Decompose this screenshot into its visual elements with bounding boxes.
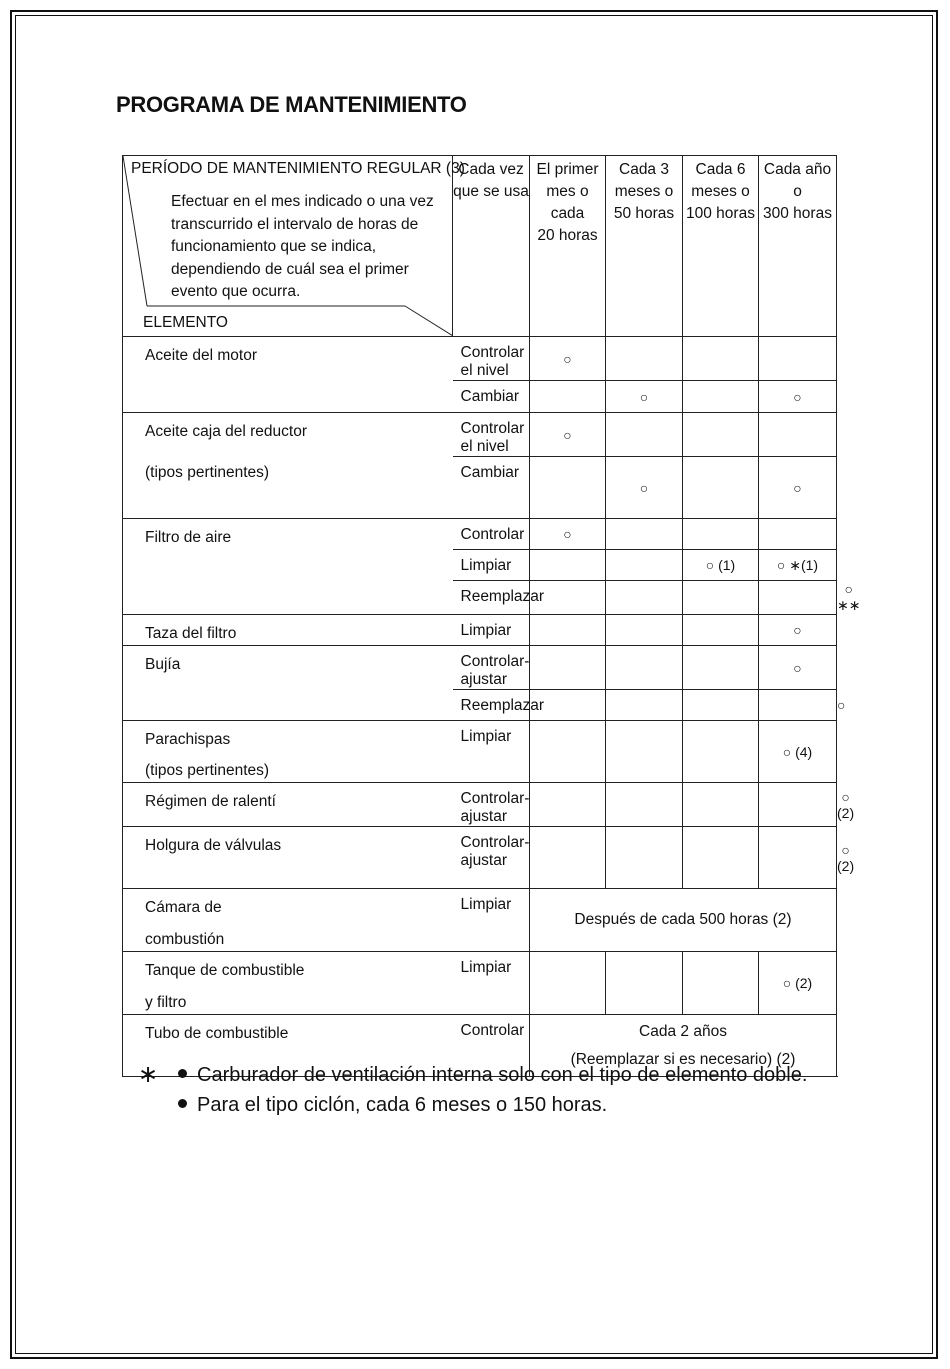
operation-cell [453,337,530,381]
schedule-mark-cell [759,457,837,519]
maintenance-schedule-table [122,155,861,1077]
operation-cell [453,646,530,690]
element-name-cell [123,721,453,783]
element-name-cell [123,646,453,721]
schedule-mark-cell [606,690,683,721]
schedule-mark-cell [759,827,837,889]
schedule-mark-cell [759,646,837,690]
schedule-mark-cell [683,550,759,581]
operation-cell [453,690,545,721]
operation-cell [453,721,530,783]
element-name: Régimen de ralentí [145,793,276,810]
operation-cell [453,889,530,952]
element-name: Holgura de válvulas [145,837,282,854]
element-name-cell [123,413,453,519]
schedule-mark-cell [530,457,606,519]
element-name: Cámara de [145,899,222,916]
element-name: Tubo de combustible [145,1025,289,1042]
element-name-cell [123,783,453,827]
element-name: Tanque de combustible [145,962,305,979]
schedule-mark-cell [683,581,759,615]
element-note: (tipos pertinentes) [145,464,270,481]
schedule-mark: ○ [793,479,802,496]
interval-span-cell [530,889,837,952]
schedule-mark-cell [683,783,759,827]
table-row [123,646,837,690]
schedule-mark-cell [759,550,837,581]
schedule-mark: ○ (2) [782,975,813,991]
schedule-mark: ○ ∗∗ [837,581,861,613]
schedule-mark: ○ [793,659,802,676]
element-name-continued: combustión [145,931,225,948]
table-row [123,615,837,646]
schedule-mark: ○ (2) [837,841,855,874]
schedule-mark-cell [683,381,759,413]
operation-label: Controlar el nivel [460,420,525,455]
table-row [123,827,837,889]
schedule-mark-cell [683,952,759,1015]
element-label: ELEMENTO [143,314,228,331]
schedule-mark-cell [530,337,606,381]
schedule-mark-cell [530,381,606,413]
schedule-mark-cell [530,615,606,646]
table-row [123,337,837,381]
schedule-mark: ○ [639,388,649,405]
schedule-mark-cell [759,721,837,783]
schedule-mark: ○ [837,697,846,713]
period-description: Efectuar en el mes indicado o una vez transcurrido el intervalo de horas de funcionamiento que se indica, dependiendo de cuál sea el primer evento que ocurra. [171,193,434,300]
asterisk-symbol: ∗ [138,1061,159,1088]
schedule-mark-cell [759,581,837,615]
bullet-icon [178,1069,187,1078]
schedule-mark: ○ [563,426,572,443]
operation-cell [453,827,530,889]
element-note: (tipos pertinentes) [145,762,270,779]
schedule-mark-cell [606,381,683,413]
element-name: Bujía [145,656,181,673]
operation-label: Limpiar [460,896,512,913]
schedule-mark-cell [683,413,759,457]
operation-cell [453,381,530,413]
element-name-continued: y filtro [145,994,187,1011]
interval-text-secondary: (Reemplazar si es necesario) (2) [570,1050,796,1068]
schedule-mark: ○ [563,526,572,542]
operation-label: Controlar-ajustar [460,790,530,825]
interval-text: Cada 2 años [639,1022,727,1040]
column-header: Cada año o 300 horas [759,156,837,337]
schedule-mark-cell [683,457,759,519]
operation-cell [453,519,530,550]
interval-text: Después de cada 500 horas (2) [574,911,792,928]
schedule-mark-cell [683,615,759,646]
schedule-mark-cell [683,337,759,381]
operation-label: Reemplazar [460,697,545,714]
schedule-mark-cell [606,783,683,827]
operation-cell [453,952,530,1015]
operation-label: Limpiar [460,557,512,574]
operation-label: Limpiar [460,728,512,745]
table-row [123,952,837,1015]
table-row [123,519,837,550]
schedule-mark-cell [606,457,683,519]
schedule-mark: ○ (4) [782,743,813,760]
schedule-mark: ○ [639,479,649,496]
element-name-cell [123,519,453,615]
operation-label: Controlar el nivel [460,344,525,379]
schedule-mark-cell [606,581,683,615]
operation-label: Limpiar [460,959,512,976]
element-name: Taza del filtro [145,625,237,642]
operation-label: Cambiar [460,464,520,481]
operation-cell [453,457,530,519]
schedule-mark-cell [683,827,759,889]
schedule-mark-cell [530,783,606,827]
schedule-mark-cell [530,721,606,783]
column-header: Cada 6 meses o 100 horas [683,156,759,337]
schedule-mark-cell [759,381,837,413]
column-header: Cada vez que se usa [453,156,530,337]
period-label: PERÍODO DE MANTENIMIENTO REGULAR (3) [131,160,465,177]
schedule-mark-cell [606,550,683,581]
operation-label: Controlar [460,1022,525,1039]
element-name: Aceite del motor [145,347,257,364]
schedule-mark-cell [606,721,683,783]
table-row [123,783,837,827]
schedule-mark-cell [530,646,606,690]
table-row [123,721,837,783]
element-name: Parachispas [145,731,231,748]
table-row [123,413,837,457]
schedule-mark-cell [759,337,837,381]
schedule-mark-cell [683,519,759,550]
header-corner-cell [123,156,465,337]
bullet-icon [178,1099,187,1108]
schedule-mark: ○ (2) [837,788,855,821]
schedule-mark: ○ [563,350,572,367]
operation-cell [453,413,530,457]
element-name-cell [123,337,453,413]
schedule-mark-cell [530,519,606,550]
operation-cell [453,783,530,827]
schedule-mark: ○ [793,622,802,638]
schedule-mark-cell [759,690,837,721]
footnote-line [178,1090,607,1120]
schedule-mark-cell [683,721,759,783]
schedule-mark-cell [759,952,837,1015]
schedule-mark-cell [530,413,606,457]
operation-cell [453,550,530,581]
element-name: Filtro de aire [145,529,232,546]
element-name-cell [123,952,453,1015]
schedule-mark-cell [759,519,837,550]
schedule-mark-cell [759,413,837,457]
operation-label: Limpiar [460,622,512,639]
operation-label: Cambiar [460,388,520,405]
footnote-line [178,1060,807,1090]
schedule-mark-cell [683,690,759,721]
operation-cell [453,615,530,646]
schedule-mark-cell [606,337,683,381]
element-name-cell [123,615,453,646]
operation-label: Controlar-ajustar [460,834,530,869]
footnote-text: Para el tipo ciclón, cada 6 meses o 150 horas. [197,1094,608,1116]
schedule-mark-cell [606,519,683,550]
schedule-mark: ○ [793,388,802,405]
operation-label: Controlar-ajustar [460,653,530,688]
schedule-mark-cell [683,646,759,690]
element-name: Aceite caja del reductor [145,423,307,440]
table-header-row [123,156,837,337]
element-name-cell [123,827,453,889]
schedule-mark-cell [606,646,683,690]
operation-label: Controlar [460,526,525,543]
schedule-mark-cell [759,615,837,646]
operation-label: Reemplazar [460,588,545,605]
schedule-mark-cell [606,827,683,889]
column-header: Cada 3 meses o 50 horas [606,156,683,337]
schedule-mark-cell [606,413,683,457]
page-title: PROGRAMA DE MANTENIMIENTO [116,92,467,117]
schedule-mark-cell [606,952,683,1015]
schedule-mark: ○ (1) [705,557,736,573]
element-name-cell [123,889,453,952]
column-header: El primer mes o cada 20 horas [530,156,606,337]
schedule-mark-cell [530,550,606,581]
schedule-mark: ○ ∗(1) [776,556,819,573]
schedule-mark-cell [530,952,606,1015]
footnote-text: Carburador de ventilación interna solo con el tipo de elemento doble. [197,1064,808,1086]
schedule-mark-cell [530,827,606,889]
schedule-mark-cell [606,615,683,646]
table-row [123,889,837,952]
schedule-mark-cell [759,783,837,827]
operation-cell [453,581,545,615]
